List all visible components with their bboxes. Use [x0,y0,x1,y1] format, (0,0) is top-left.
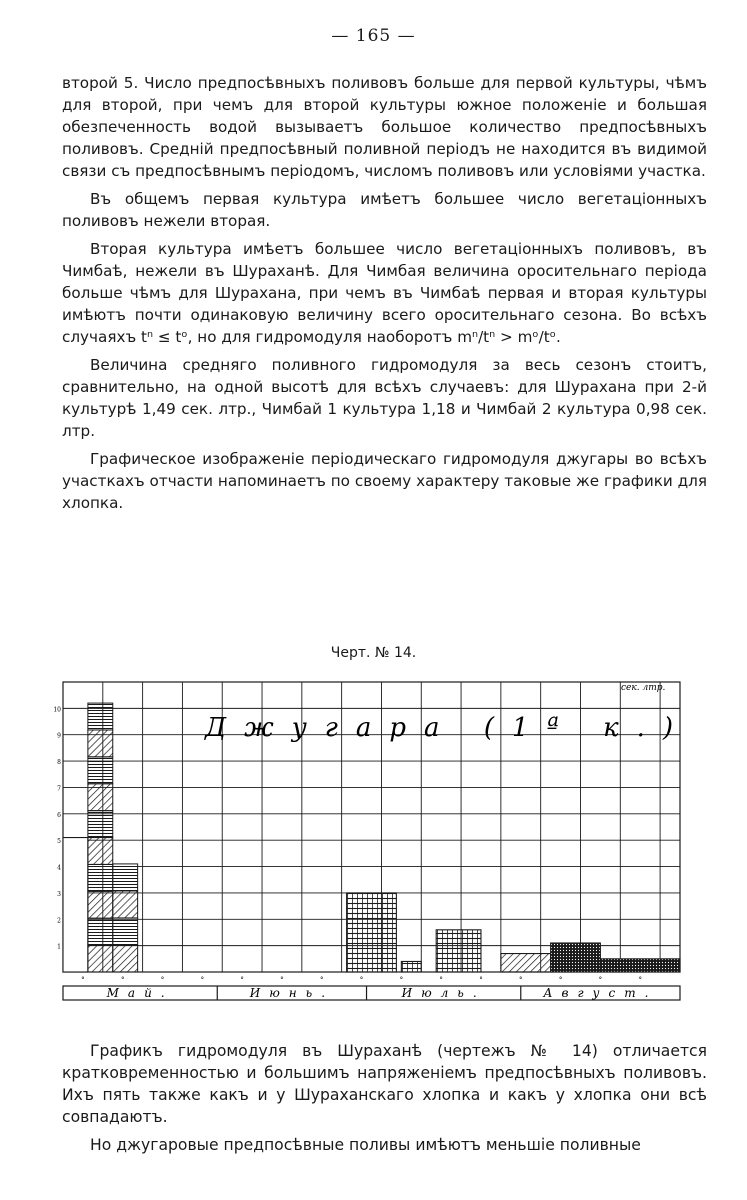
bar [113,864,138,891]
paragraph: Графикъ гидромодуля въ Шураханѣ (чертежъ № 14) отличается кратковременностью и большимъ напряженіемъ предпосѣвныхъ поливовъ. Ихъ пять также какъ и у Шураханскаго хлопка и какъ у хлопка они всѣ совпадаютъ. [62,1042,707,1126]
bar [113,891,138,918]
bar [88,811,113,838]
tick-mark: ° [638,976,642,984]
figure-caption: Черт. № 14. [330,645,417,661]
bar [501,954,551,972]
paragraph: Величина средняго поливного гидромодуля за весь сезонъ стоитъ, сравнительно, на одной высотѣ для всѣхъ случаевъ: для Шурахана при 2-й культурѣ 1,49 сек. лтр., Чимбай 1 культура 1,18 и Чимбай 2 культура 0,98 сек. лтр. [62,356,707,440]
tick-mark: ° [280,976,284,984]
tick-mark: ° [319,976,324,984]
month-band [63,976,680,1000]
y-tick-label: 1 [57,943,61,951]
page-number: — 165 — [331,26,416,46]
y-tick-label: 9 [57,732,61,740]
bar [436,930,481,972]
tick-mark: ° [399,976,404,984]
tick-mark: ° [81,976,85,984]
paragraph: Графическое изображеніе періодическаго гидромодуля джугары во всѣхъ участкахъ отчасти напоминаетъ по своему характеру таковые же графики для хлопка. [62,450,707,512]
tick-mark: ° [359,976,364,984]
month-label: Июль. [401,986,486,1000]
tick-mark: ° [200,976,205,984]
bar [88,918,113,945]
y-axis-label: сек. лтр. [621,683,666,693]
paragraph: Въ общемъ первая культура имѣетъ большее число вегетаціонныхъ поливовъ нежели вторая. [62,190,707,230]
y-axis-ticks [53,706,61,950]
bar [88,838,113,865]
y-tick-label: 8 [57,759,61,767]
text-block-bottom [62,1040,707,1162]
tick-mark: ° [598,976,603,984]
bar [600,959,680,972]
month-label: Июнь. [249,986,335,1000]
tick-mark: ° [558,976,563,984]
tick-mark: ° [160,976,165,984]
tick-mark: ° [120,976,125,984]
y-tick-label: 6 [57,811,61,819]
y-tick-label: 2 [57,917,61,925]
month-label: Май. [106,986,174,1000]
y-tick-label: 7 [57,785,61,793]
text-block-top [62,72,707,520]
bar [113,918,138,945]
paragraph: Но джугаровые предпосѣвные поливы имѣютъ меньшіе поливные [90,1136,641,1154]
tick-mark: ° [519,976,523,984]
bar [88,757,113,784]
y-tick-label: 10 [53,706,61,714]
bar [347,893,397,972]
chart-title: Джугара (1ª к.) [205,713,692,743]
y-tick-label: 5 [57,838,61,846]
month-label: Август. [543,986,658,1000]
hydromodule-chart [53,676,692,1016]
tick-mark: ° [240,976,244,984]
bar [113,945,138,972]
bar [88,730,113,757]
tick-mark: ° [439,976,443,984]
bar [63,838,88,972]
bar [88,784,113,811]
bar-series [63,703,680,972]
paragraph: второй 5. Число предпосѣвныхъ поливовъ больше для первой культуры, чѣмъ для второй, при чемъ для второй культуры южное положеніе и большая обезпеченность водой вызываетъ большое количество предпосѣвныхъ поливовъ. Средній предпосѣвный поливной періодъ не находится въ видимой связи съ предпосѣвнымъ періодомъ, числомъ поливовъ или условіями участка. [62,74,707,180]
bar [88,703,113,730]
tick-mark: ° [479,976,483,984]
bar [88,864,113,891]
y-tick-label: 3 [57,890,61,898]
paragraph: Вторая культура имѣетъ большее число вегетаціонныхъ поливовъ, въ Чимбаѣ, нежели въ Шураханѣ. Для Чимбая величина оросительнаго періода больше чѣмъ для Шурахана, при чемъ въ Чимбаѣ первая и вторая культуры имѣютъ почти одинаковую величину всего оросительнаго сезона. Во всѣхъ случаяхъ tⁿ ≤ tᵒ, но для гидромодуля наоборотъ mⁿ/tⁿ > mᵒ/tᵒ. [62,240,707,346]
y-tick-label: 4 [57,864,61,872]
bar [88,945,113,972]
bar [401,961,421,972]
bar [88,891,113,918]
bar [551,943,601,972]
